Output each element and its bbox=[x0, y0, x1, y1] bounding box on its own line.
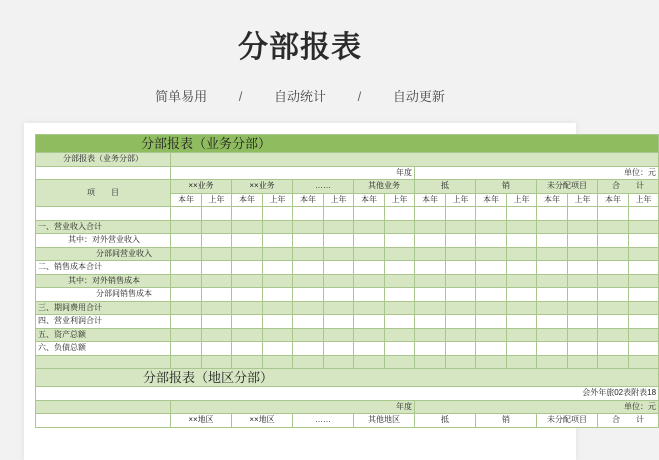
value-cell[interactable] bbox=[446, 288, 476, 302]
row-label: 分部间营业收入 bbox=[36, 247, 171, 261]
year-subheader: 上年 bbox=[568, 193, 598, 207]
value-cell[interactable] bbox=[415, 315, 446, 329]
year-subheader: 本年 bbox=[537, 193, 568, 207]
value-cell[interactable] bbox=[415, 234, 446, 248]
value-cell[interactable] bbox=[171, 342, 202, 356]
value-cell[interactable] bbox=[568, 342, 598, 356]
spreadsheet-preview bbox=[24, 123, 657, 460]
value-cell[interactable] bbox=[629, 274, 659, 288]
value-cell[interactable] bbox=[324, 301, 354, 315]
value-cell[interactable] bbox=[568, 315, 598, 329]
value-cell[interactable] bbox=[476, 328, 507, 342]
value-cell[interactable] bbox=[263, 247, 293, 261]
value-cell[interactable] bbox=[232, 234, 263, 248]
banner-title: 分部报表 bbox=[238, 31, 362, 64]
value-cell[interactable] bbox=[232, 220, 263, 234]
value-cell[interactable] bbox=[232, 328, 263, 342]
value-cell[interactable] bbox=[415, 288, 446, 302]
value-cell[interactable] bbox=[629, 234, 659, 248]
sheet-title-region: 分部报表（地区分部） bbox=[36, 369, 659, 387]
value-cell[interactable] bbox=[415, 328, 446, 342]
value-cell[interactable] bbox=[171, 315, 202, 329]
value-cell[interactable] bbox=[232, 207, 263, 221]
feature-auto-update: 自动更新 bbox=[392, 89, 445, 104]
value-cell[interactable] bbox=[598, 301, 629, 315]
feature-separator: / bbox=[357, 89, 362, 104]
value-cell[interactable] bbox=[537, 274, 568, 288]
value-cell[interactable] bbox=[232, 301, 263, 315]
value-cell[interactable] bbox=[415, 261, 446, 275]
value-cell[interactable] bbox=[568, 328, 598, 342]
value-cell[interactable] bbox=[537, 342, 568, 356]
row-label: 其中：对外销售成本 bbox=[36, 274, 171, 288]
value-cell[interactable] bbox=[568, 301, 598, 315]
value-cell[interactable] bbox=[354, 315, 385, 329]
column-group-header: ××业务 bbox=[171, 180, 232, 194]
value-cell[interactable] bbox=[507, 328, 537, 342]
value-cell[interactable] bbox=[446, 234, 476, 248]
row-label: 五、资产总额 bbox=[36, 328, 171, 342]
blank-cell bbox=[36, 414, 171, 428]
feature-list bbox=[0, 86, 600, 105]
row-label: 六、负债总额 bbox=[36, 342, 171, 356]
value-cell[interactable] bbox=[354, 355, 385, 369]
year-label: 年度 bbox=[171, 166, 415, 180]
value-cell[interactable] bbox=[507, 220, 537, 234]
value-cell[interactable] bbox=[293, 288, 324, 302]
value-cell[interactable] bbox=[202, 261, 232, 275]
column-group-header: ××地区 bbox=[232, 414, 293, 428]
value-cell[interactable] bbox=[202, 355, 232, 369]
table-row bbox=[36, 274, 659, 288]
value-cell[interactable] bbox=[598, 261, 629, 275]
value-cell[interactable] bbox=[263, 328, 293, 342]
value-cell[interactable] bbox=[293, 247, 324, 261]
unit-label: 单位：元 bbox=[415, 400, 659, 414]
column-group-header: 未分配项目 bbox=[537, 414, 598, 428]
value-cell[interactable] bbox=[507, 288, 537, 302]
value-cell[interactable] bbox=[507, 234, 537, 248]
table-row bbox=[36, 234, 659, 248]
value-cell[interactable] bbox=[629, 355, 659, 369]
value-cell[interactable] bbox=[263, 301, 293, 315]
value-cell[interactable] bbox=[385, 342, 415, 356]
table-row bbox=[36, 207, 659, 221]
value-cell[interactable] bbox=[293, 234, 324, 248]
year-subheader: 上年 bbox=[202, 193, 232, 207]
value-cell[interactable] bbox=[232, 355, 263, 369]
value-cell[interactable] bbox=[537, 288, 568, 302]
value-cell[interactable] bbox=[507, 207, 537, 221]
value-cell[interactable] bbox=[507, 342, 537, 356]
report-table bbox=[35, 134, 659, 428]
table-row bbox=[36, 220, 659, 234]
year-subheader: 本年 bbox=[354, 193, 385, 207]
value-cell[interactable] bbox=[202, 274, 232, 288]
value-cell[interactable] bbox=[385, 288, 415, 302]
table-row bbox=[36, 261, 659, 275]
blank-cell bbox=[36, 400, 171, 414]
value-cell[interactable] bbox=[263, 342, 293, 356]
value-cell[interactable] bbox=[324, 207, 354, 221]
year-subheader: 本年 bbox=[171, 193, 202, 207]
year-subheader: 本年 bbox=[598, 193, 629, 207]
value-cell[interactable] bbox=[598, 220, 629, 234]
value-cell[interactable] bbox=[568, 207, 598, 221]
value-cell[interactable] bbox=[476, 315, 507, 329]
value-cell[interactable] bbox=[415, 220, 446, 234]
value-cell[interactable] bbox=[629, 342, 659, 356]
value-cell[interactable] bbox=[476, 355, 507, 369]
value-cell[interactable] bbox=[385, 315, 415, 329]
value-cell[interactable] bbox=[324, 247, 354, 261]
value-cell[interactable] bbox=[598, 288, 629, 302]
value-cell[interactable] bbox=[568, 288, 598, 302]
value-cell[interactable] bbox=[293, 220, 324, 234]
column-group-header: 其他业务 bbox=[354, 180, 415, 194]
value-cell[interactable] bbox=[263, 220, 293, 234]
value-cell[interactable] bbox=[385, 220, 415, 234]
value-cell[interactable] bbox=[598, 274, 629, 288]
value-cell[interactable] bbox=[476, 274, 507, 288]
year-subheader: 上年 bbox=[263, 193, 293, 207]
value-cell[interactable] bbox=[598, 328, 629, 342]
value-cell[interactable] bbox=[629, 261, 659, 275]
column-group-header: 销 bbox=[476, 414, 537, 428]
value-cell[interactable] bbox=[324, 288, 354, 302]
column-group-header: 销 bbox=[476, 180, 537, 194]
value-cell[interactable] bbox=[232, 342, 263, 356]
value-cell[interactable] bbox=[293, 315, 324, 329]
value-cell[interactable] bbox=[629, 328, 659, 342]
value-cell[interactable] bbox=[171, 274, 202, 288]
value-cell[interactable] bbox=[293, 261, 324, 275]
year-subheader: 本年 bbox=[415, 193, 446, 207]
value-cell[interactable] bbox=[232, 261, 263, 275]
value-cell[interactable] bbox=[232, 288, 263, 302]
row-label bbox=[36, 355, 171, 369]
value-cell[interactable] bbox=[568, 234, 598, 248]
value-cell[interactable] bbox=[385, 328, 415, 342]
value-cell[interactable] bbox=[476, 342, 507, 356]
value-cell[interactable] bbox=[415, 274, 446, 288]
value-cell[interactable] bbox=[598, 342, 629, 356]
value-cell[interactable] bbox=[629, 301, 659, 315]
value-cell[interactable] bbox=[171, 355, 202, 369]
value-cell[interactable] bbox=[598, 207, 629, 221]
column-group-header: …… bbox=[293, 180, 354, 194]
value-cell[interactable] bbox=[415, 247, 446, 261]
column-group-header: 合 计 bbox=[598, 180, 659, 194]
value-cell[interactable] bbox=[446, 247, 476, 261]
value-cell[interactable] bbox=[507, 247, 537, 261]
value-cell[interactable] bbox=[263, 355, 293, 369]
value-cell[interactable] bbox=[598, 247, 629, 261]
value-cell[interactable] bbox=[568, 355, 598, 369]
value-cell[interactable] bbox=[415, 342, 446, 356]
value-cell[interactable] bbox=[354, 207, 385, 221]
value-cell[interactable] bbox=[568, 220, 598, 234]
blank-cell bbox=[36, 166, 171, 180]
value-cell[interactable] bbox=[476, 301, 507, 315]
column-group-header: ××地区 bbox=[171, 414, 232, 428]
value-cell[interactable] bbox=[507, 261, 537, 275]
value-cell[interactable] bbox=[507, 315, 537, 329]
value-cell[interactable] bbox=[385, 247, 415, 261]
value-cell[interactable] bbox=[537, 328, 568, 342]
value-cell[interactable] bbox=[537, 261, 568, 275]
item-header: 项 目 bbox=[36, 180, 171, 207]
value-cell[interactable] bbox=[446, 261, 476, 275]
value-cell[interactable] bbox=[324, 274, 354, 288]
value-cell[interactable] bbox=[171, 234, 202, 248]
value-cell[interactable] bbox=[537, 355, 568, 369]
value-cell[interactable] bbox=[171, 301, 202, 315]
column-group-header: 合 计 bbox=[598, 414, 659, 428]
value-cell[interactable] bbox=[171, 247, 202, 261]
row-label: 二、销售成本合计 bbox=[36, 261, 171, 275]
value-cell[interactable] bbox=[537, 301, 568, 315]
value-cell[interactable] bbox=[202, 247, 232, 261]
value-cell[interactable] bbox=[537, 247, 568, 261]
value-cell[interactable] bbox=[385, 261, 415, 275]
value-cell[interactable] bbox=[385, 234, 415, 248]
year-subheader: 本年 bbox=[293, 193, 324, 207]
value-cell[interactable] bbox=[476, 247, 507, 261]
value-cell[interactable] bbox=[598, 355, 629, 369]
value-cell[interactable] bbox=[537, 234, 568, 248]
value-cell[interactable] bbox=[293, 355, 324, 369]
value-cell[interactable] bbox=[263, 207, 293, 221]
value-cell[interactable] bbox=[598, 315, 629, 329]
row-label: 三、期间费用合计 bbox=[36, 301, 171, 315]
value-cell[interactable] bbox=[446, 301, 476, 315]
value-cell[interactable] bbox=[568, 261, 598, 275]
value-cell[interactable] bbox=[324, 261, 354, 275]
table-row bbox=[36, 355, 659, 369]
value-cell[interactable] bbox=[263, 261, 293, 275]
value-cell[interactable] bbox=[354, 261, 385, 275]
year-subheader: 上年 bbox=[324, 193, 354, 207]
value-cell[interactable] bbox=[476, 288, 507, 302]
feature-easy: 简单易用 bbox=[155, 89, 208, 104]
value-cell[interactable] bbox=[385, 274, 415, 288]
value-cell[interactable] bbox=[354, 342, 385, 356]
value-cell[interactable] bbox=[263, 288, 293, 302]
value-cell[interactable] bbox=[232, 315, 263, 329]
sheet-subtitle: 分部报表（业务分部） bbox=[36, 153, 171, 167]
value-cell[interactable] bbox=[354, 328, 385, 342]
value-cell[interactable] bbox=[354, 220, 385, 234]
value-cell[interactable] bbox=[202, 220, 232, 234]
value-cell[interactable] bbox=[385, 207, 415, 221]
unit-label: 单位：元 bbox=[415, 166, 659, 180]
column-group-header: 其他地区 bbox=[354, 414, 415, 428]
value-cell[interactable] bbox=[507, 301, 537, 315]
sheet-title-business: 分部报表（业务分部） bbox=[36, 135, 659, 153]
value-cell[interactable] bbox=[293, 342, 324, 356]
value-cell[interactable] bbox=[629, 207, 659, 221]
column-group-header: ××业务 bbox=[232, 180, 293, 194]
row-label: 四、营业利润合计 bbox=[36, 315, 171, 329]
value-cell[interactable] bbox=[202, 315, 232, 329]
feature-separator: / bbox=[238, 89, 243, 104]
value-cell[interactable] bbox=[629, 247, 659, 261]
value-cell[interactable] bbox=[202, 301, 232, 315]
value-cell[interactable] bbox=[171, 220, 202, 234]
row-label: 一、营业收入合计 bbox=[36, 220, 171, 234]
value-cell[interactable] bbox=[171, 328, 202, 342]
value-cell[interactable] bbox=[476, 261, 507, 275]
table-row bbox=[36, 315, 659, 329]
value-cell[interactable] bbox=[476, 234, 507, 248]
value-cell[interactable] bbox=[293, 328, 324, 342]
value-cell[interactable] bbox=[354, 301, 385, 315]
year-label: 年度 bbox=[171, 400, 415, 414]
value-cell[interactable] bbox=[415, 355, 446, 369]
blank-cell bbox=[171, 153, 659, 167]
value-cell[interactable] bbox=[507, 274, 537, 288]
value-cell[interactable] bbox=[415, 301, 446, 315]
value-cell[interactable] bbox=[446, 342, 476, 356]
value-cell[interactable] bbox=[202, 207, 232, 221]
value-cell[interactable] bbox=[354, 234, 385, 248]
value-cell[interactable] bbox=[385, 301, 415, 315]
value-cell[interactable] bbox=[446, 207, 476, 221]
value-cell[interactable] bbox=[263, 274, 293, 288]
row-label bbox=[36, 207, 171, 221]
year-subheader: 上年 bbox=[507, 193, 537, 207]
value-cell[interactable] bbox=[385, 355, 415, 369]
value-cell[interactable] bbox=[446, 220, 476, 234]
year-subheader: 本年 bbox=[232, 193, 263, 207]
value-cell[interactable] bbox=[537, 220, 568, 234]
year-subheader: 本年 bbox=[476, 193, 507, 207]
column-group-header: …… bbox=[293, 414, 354, 428]
year-subheader: 上年 bbox=[629, 193, 659, 207]
table-row bbox=[36, 247, 659, 261]
value-cell[interactable] bbox=[202, 234, 232, 248]
value-cell[interactable] bbox=[293, 301, 324, 315]
column-group-header: 抵 bbox=[415, 180, 476, 194]
value-cell[interactable] bbox=[446, 328, 476, 342]
value-cell[interactable] bbox=[446, 315, 476, 329]
value-cell[interactable] bbox=[476, 207, 507, 221]
value-cell[interactable] bbox=[324, 355, 354, 369]
report-code: 会外年旅02表附表18 bbox=[36, 387, 659, 401]
table-row bbox=[36, 288, 659, 302]
value-cell[interactable] bbox=[507, 355, 537, 369]
value-cell[interactable] bbox=[202, 328, 232, 342]
value-cell[interactable] bbox=[629, 220, 659, 234]
column-group-header: 抵 bbox=[415, 414, 476, 428]
value-cell[interactable] bbox=[171, 261, 202, 275]
value-cell[interactable] bbox=[202, 288, 232, 302]
value-cell[interactable] bbox=[293, 274, 324, 288]
value-cell[interactable] bbox=[171, 288, 202, 302]
value-cell[interactable] bbox=[324, 342, 354, 356]
table-row bbox=[36, 301, 659, 315]
value-cell[interactable] bbox=[629, 288, 659, 302]
value-cell[interactable] bbox=[629, 315, 659, 329]
value-cell[interactable] bbox=[446, 274, 476, 288]
table-row bbox=[36, 328, 659, 342]
column-group-header: 未分配项目 bbox=[537, 180, 598, 194]
year-subheader: 上年 bbox=[385, 193, 415, 207]
value-cell[interactable] bbox=[324, 234, 354, 248]
value-cell[interactable] bbox=[202, 342, 232, 356]
value-cell[interactable] bbox=[446, 355, 476, 369]
year-subheader: 上年 bbox=[446, 193, 476, 207]
feature-auto-stats: 自动统计 bbox=[273, 89, 326, 104]
value-cell[interactable] bbox=[568, 247, 598, 261]
value-cell[interactable] bbox=[263, 234, 293, 248]
value-cell[interactable] bbox=[324, 328, 354, 342]
value-cell[interactable] bbox=[324, 220, 354, 234]
value-cell[interactable] bbox=[232, 247, 263, 261]
value-cell[interactable] bbox=[476, 220, 507, 234]
value-cell[interactable] bbox=[232, 274, 263, 288]
table-row bbox=[36, 342, 659, 356]
value-cell[interactable] bbox=[598, 234, 629, 248]
value-cell[interactable] bbox=[415, 207, 446, 221]
value-cell[interactable] bbox=[263, 315, 293, 329]
value-cell[interactable] bbox=[354, 247, 385, 261]
value-cell[interactable] bbox=[354, 274, 385, 288]
value-cell[interactable] bbox=[354, 288, 385, 302]
row-label: 其中：对外营业收入 bbox=[36, 234, 171, 248]
value-cell[interactable] bbox=[537, 315, 568, 329]
value-cell[interactable] bbox=[171, 207, 202, 221]
value-cell[interactable] bbox=[568, 274, 598, 288]
value-cell[interactable] bbox=[324, 315, 354, 329]
value-cell[interactable] bbox=[293, 207, 324, 221]
value-cell[interactable] bbox=[537, 207, 568, 221]
row-label: 分部间销售成本 bbox=[36, 288, 171, 302]
